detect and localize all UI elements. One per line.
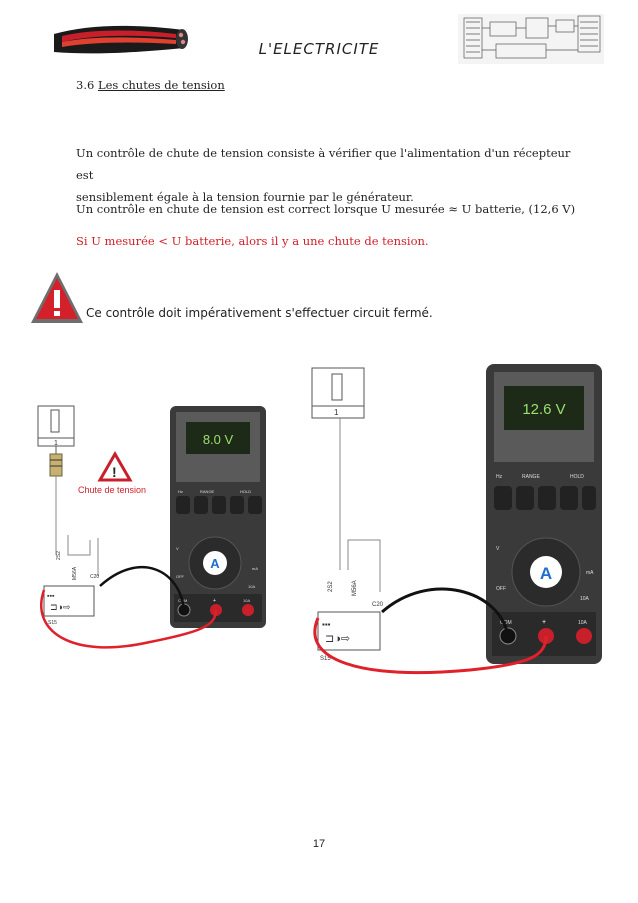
multimeter-reading: 12.6 V (522, 401, 566, 418)
multimeter-reading: 8.0 V (202, 432, 234, 447)
svg-text:C20: C20 (372, 602, 384, 608)
selector-label: A (539, 564, 553, 583)
section-heading (76, 78, 225, 92)
svg-text:▪▪▪: ▪▪▪ (47, 593, 55, 600)
section-number: 3.6 (76, 78, 95, 92)
svg-text:OFF: OFF (176, 574, 184, 579)
svg-text:V: V (176, 546, 179, 551)
jack-10a (576, 628, 592, 644)
svg-text:⊐◑⇨: ⊐◑⇨ (50, 602, 71, 612)
svg-text:▪▪▪: ▪▪▪ (322, 620, 331, 629)
svg-text:M56A: M56A (352, 580, 358, 596)
circuit-diagram-logo (456, 10, 606, 68)
svg-text:S15: S15 (320, 656, 331, 662)
svg-text:10A: 10A (243, 598, 251, 603)
figure-right-multimeter-circuit (300, 360, 610, 680)
warning-text: Ce contrôle doit impérativement s'effectuer circuit fermé. (86, 306, 433, 320)
svg-text:2S2: 2S2 (328, 581, 334, 592)
svg-text:mA: mA (586, 570, 594, 576)
figure-left-multimeter-circuit (30, 380, 275, 670)
svg-text:+: + (213, 598, 216, 604)
paragraph-1-line-2: sensiblement égale à la tension fournie par le générateur. (76, 190, 414, 204)
svg-text:COM: COM (500, 620, 512, 626)
svg-text:mA: mA (252, 566, 258, 571)
selector-label: A (210, 556, 220, 571)
paragraph-2: Un contrôle en chute de tension est correct lorsque U mesurée ≈ U batterie, (12,6 V) (76, 202, 576, 216)
page-number: 17 (312, 838, 326, 850)
jack-10a (242, 604, 254, 616)
fuse-number: 1 (334, 408, 339, 417)
svg-text:Hz: Hz (178, 489, 183, 494)
section-title: Les chutes de tension (97, 78, 225, 92)
svg-text:10A: 10A (248, 584, 256, 589)
paragraph-1-line-1: Un contrôle de chute de tension consiste à vérifier que l'alimentation d'un récepteur est (76, 146, 571, 182)
svg-text:RANGE: RANGE (522, 474, 540, 480)
svg-text:S15: S15 (48, 620, 57, 626)
svg-text:10A: 10A (578, 620, 587, 626)
svg-text:RANGE: RANGE (200, 489, 215, 494)
svg-text:10A: 10A (580, 596, 589, 602)
svg-text:M56A: M56A (72, 566, 78, 580)
svg-text:V: V (496, 546, 500, 552)
svg-text:HOLD: HOLD (240, 489, 252, 494)
svg-text:Hz: Hz (496, 474, 503, 480)
paragraph-3: Si U mesurée < U batterie, alors il y a une chute de tension. (76, 234, 429, 248)
svg-text:OFF: OFF (496, 586, 506, 592)
svg-text:!: ! (112, 464, 117, 480)
fuse-number: 1 (54, 440, 58, 447)
warning-triangle-icon (28, 268, 86, 328)
svg-text:⊐◑⇨: ⊐◑⇨ (325, 633, 351, 645)
svg-text:2S2: 2S2 (56, 551, 62, 560)
svg-text:COM: COM (178, 598, 188, 603)
svg-text:HOLD: HOLD (570, 474, 584, 480)
chute-de-tension-label: Chute de tension (78, 485, 147, 495)
svg-text:+: + (542, 619, 547, 626)
svg-text:C20: C20 (90, 574, 100, 580)
header-title: L'ELECTRICITE (258, 40, 380, 58)
